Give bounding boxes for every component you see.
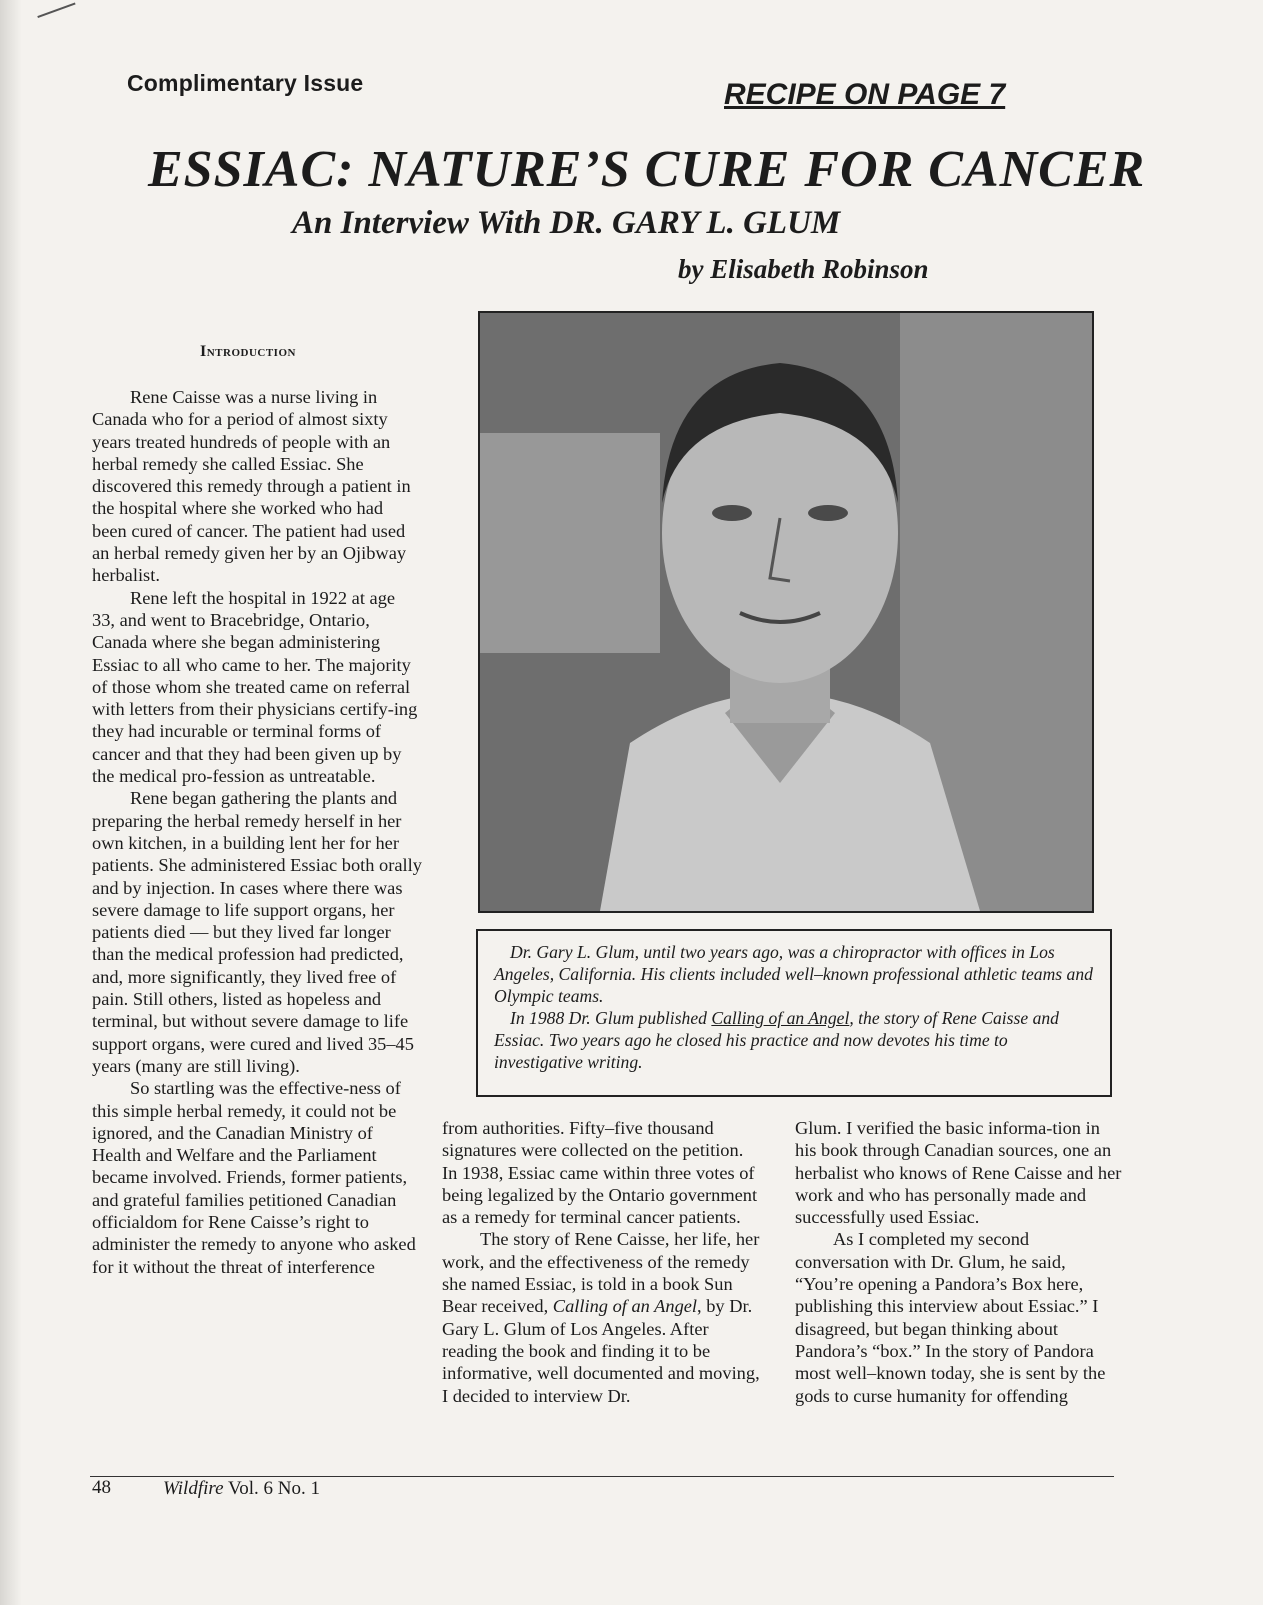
- caption-paragraph: Dr. Gary L. Glum, until two years ago, was a chiropractor with offices in Los Angeles, California. His clients included well–known professional athletic teams and Olympic teams.: [494, 942, 1093, 1006]
- paragraph: Rene began gathering the plants and preparing the herbal remedy herself in her own kitchen, in a building lent her for her patients. She administered Essiac both orally and by injection. In cases where there was severe damage to life support organs, her patients died — but they lived far longer than the medical profession had predicted, and, more significantly, they lived free of pain. Still others, listed as hopeless and terminal, but without severe damage to life support organs, were cured and lived 35–45 years (many are still living).: [92, 788, 422, 1076]
- paragraph: from authorities. Fifty–five thousand signatures were collected on the petition. In 1938, Essiac came within three votes of being legalized by the Ontario government as a remedy for terminal cancer patients.: [442, 1118, 758, 1228]
- article-title: ESSIAC: NATURE’S CURE FOR CANCER: [148, 141, 1146, 198]
- publication-info: [163, 1478, 320, 1500]
- footer-divider: [90, 1476, 1114, 1477]
- caption-text: , the story of Rene Caisse and Essiac. Two years ago he closed his practice and now devotes his time to investigative writing.: [494, 1008, 1059, 1072]
- page-edge-shadow: [0, 0, 22, 1605]
- text-column-3: [795, 1117, 1125, 1407]
- article-subtitle: An Interview With DR. GARY L. GLUM: [292, 205, 841, 241]
- paragraph-text: , by Dr. Gary L. Glum of Los Angeles. After reading the book and finding it to be informative, well documented and moving, I decided to interview Dr.: [442, 1296, 760, 1406]
- corner-pencil-mark: [32, 0, 76, 18]
- publication-name: Wildfire: [163, 1478, 224, 1499]
- paragraph: [442, 1228, 762, 1406]
- complimentary-issue-label: Complimentary Issue: [127, 70, 364, 96]
- caption-paragraph: [494, 1007, 1100, 1073]
- paragraph-text: The story of Rene Caisse, her life, her work, and the effectiveness of the remedy she named Essiac, is told in a book Sun Bear received,: [442, 1229, 760, 1317]
- section-heading-introduction: Introduction: [200, 343, 296, 360]
- recipe-notice: RECIPE ON PAGE 7: [724, 78, 1006, 111]
- paragraph: Rene Caisse was a nurse living in Canada who for a period of almost sixty years treated hundreds of people with an herbal remedy she called Essiac. She discovered this remedy through a patient in the hospital where she worked who had been cured of cancer. The patient had used an herbal remedy given her by an Ojibway herbalist.: [92, 387, 411, 586]
- page-number: 48: [92, 1477, 111, 1498]
- paragraph: Glum. I verified the basic informa-tion in his book through Canadian sources, one an herbalist who knows of Rene Caisse and her work and who has personally made and successfully used Essiac.: [795, 1118, 1122, 1228]
- text-column-2: [442, 1117, 762, 1407]
- text-column-1: [92, 386, 422, 1278]
- article-byline: by Elisabeth Robinson: [678, 254, 929, 284]
- portrait-photo: [478, 311, 1094, 913]
- issue-info: Vol. 6 No. 1: [223, 1478, 320, 1499]
- caption-text: In 1988 Dr. Glum published: [510, 1008, 712, 1028]
- portrait-illustration: [480, 313, 1092, 911]
- photo-caption: [476, 929, 1112, 1097]
- book-title: Calling of an Angel: [711, 1008, 850, 1028]
- paragraph: As I completed my second conversation with Dr. Glum, he said, “You’re opening a Pandora’s Box here, publishing this interview about Essiac.” I disagreed, but began thinking about Pandora’s “box.” In the story of Pandora most well–known today, she is sent by the gods to curse humanity for offending: [795, 1229, 1106, 1406]
- book-title: Calling of an Angel: [552, 1296, 698, 1317]
- paragraph: Rene left the hospital in 1922 at age 33, and went to Bracebridge, Ontario, Canada where she began administering Essiac to all who came to her. The majority of those whom she treated came on referral with letters from their physicians certify-ing they had incurable or terminal forms of cancer and that they had been given up by the medical pro-fession as untreatable.: [92, 587, 418, 787]
- paragraph: So startling was the effective-ness of this simple herbal remedy, it could not be ignored, and the Canadian Ministry of Health and Welfare and the Parliament became involved. Friends, former patients, and grateful families petitioned Canadian officialdom for Rene Caisse’s right to administer the remedy to anyone who asked for it without the threat of interference: [92, 1078, 416, 1277]
